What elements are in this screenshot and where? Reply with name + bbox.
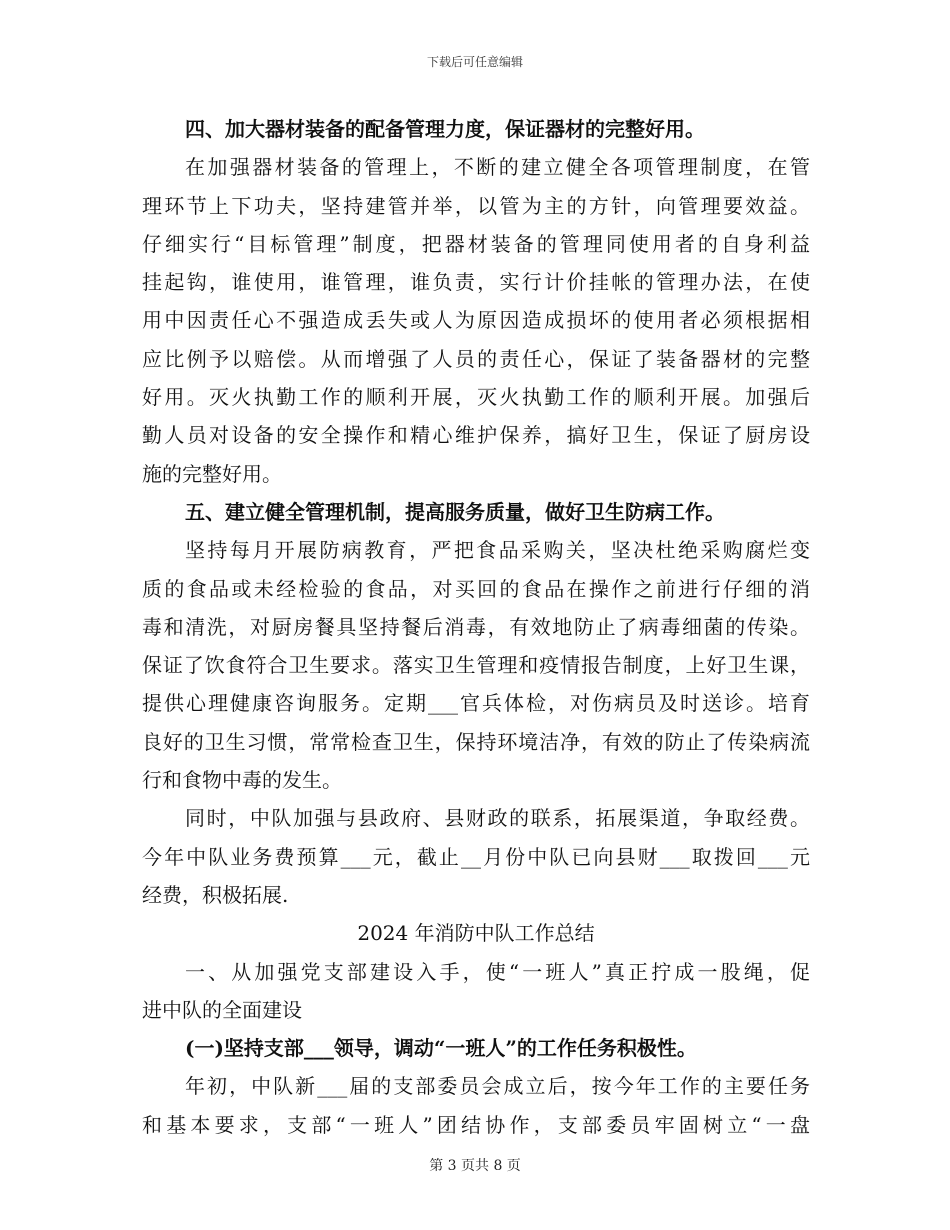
section-heading: 五、建立健全管理机制，提高服务质量，做好卫生防病工作。 xyxy=(185,499,725,524)
paragraph-line: 理环节上下功夫，坚持建管并举，以管为主的方针，向管理要效益。 xyxy=(142,193,810,218)
paragraph-line: 良好的卫生习惯，常常检查卫生，保持环境洁净，有效的防止了传染病流 xyxy=(142,729,810,754)
subsection-heading: (一)坚持支部___领导，调动“一班人”的工作任务积极性。 xyxy=(185,1036,697,1061)
paragraph-line: 经费，积极拓展. xyxy=(142,882,289,907)
paragraph-line: 毒和清洗，对厨房餐具坚持餐后消毒，有效地防止了病毒细菌的传染。 xyxy=(142,614,810,639)
paragraph-line: 坚持每月开展防病教育，严把食品采购关，坚决杜绝采购腐烂变 xyxy=(185,538,810,563)
paragraph-line: 一、从加强党支部建设入手，使“一班人”真正拧成一股绳，促 xyxy=(185,959,810,984)
section-heading: 四、加大器材装备的配备管理力度，保证器材的完整好用。 xyxy=(185,117,705,141)
paragraph-line: 和基本要求，支部“一班人”团结协作，支部委员牢固树立“一盘 xyxy=(142,1112,810,1137)
paragraph-line: 同时，中队加强与县政府、县财政的联系，拓展渠道，争取经费。 xyxy=(185,806,810,831)
paragraph-line: 施的完整好用。 xyxy=(142,461,282,486)
paragraph-line: 提供心理健康咨询服务。定期___官兵体检，对伤病员及时送诊。培育 xyxy=(142,691,810,716)
paragraph-line: 挂起钩，谁使用，谁管理，谁负责，实行计价挂帐的管理办法，在使 xyxy=(142,270,810,295)
paragraph-line: 勤人员对设备的安全操作和精心维护保养，搞好卫生，保证了厨房设 xyxy=(142,423,810,448)
document-body xyxy=(142,110,810,1144)
paragraph-line: 用中因责任心不强造成丢失或人为原因造成损坏的使用者必须根据相 xyxy=(142,308,810,333)
paragraph-line: 仔细实行“目标管理”制度，把器材装备的管理同使用者的自身利益 xyxy=(142,231,810,256)
page-header: 下载后可任意编辑 xyxy=(426,55,523,69)
page-footer: 第 3 页共 8 页 xyxy=(429,1158,521,1174)
paragraph-line: 行和食物中毒的发生。 xyxy=(142,768,342,793)
paragraph-line: 保证了饮食符合卫生要求。落实卫生管理和疫情报告制度，上好卫生课， xyxy=(142,653,810,678)
paragraph-line: 好用。灭火执勤工作的顺利开展，灭火执勤工作的顺利开展。加强后 xyxy=(142,385,810,410)
document-title: 2024 年消防中队工作总结 xyxy=(357,921,595,946)
paragraph-line: 质的食品或未经检验的食品，对买回的食品在操作之前进行仔细的消 xyxy=(142,576,810,601)
paragraph-line: 年初，中队新___届的支部委员会成立后，按今年工作的主要任务 xyxy=(185,1074,810,1099)
paragraph-line: 进中队的全面建设 xyxy=(142,997,302,1022)
paragraph-line: 今年中队业务费预算___元，截止__月份中队已向县财___取拨回___元 xyxy=(142,844,810,869)
paragraph-line: 应比例予以赔偿。从而增强了人员的责任心，保证了装备器材的完整 xyxy=(142,346,810,371)
paragraph-line: 在加强器材装备的管理上，不断的建立健全各项管理制度，在管 xyxy=(185,155,810,180)
